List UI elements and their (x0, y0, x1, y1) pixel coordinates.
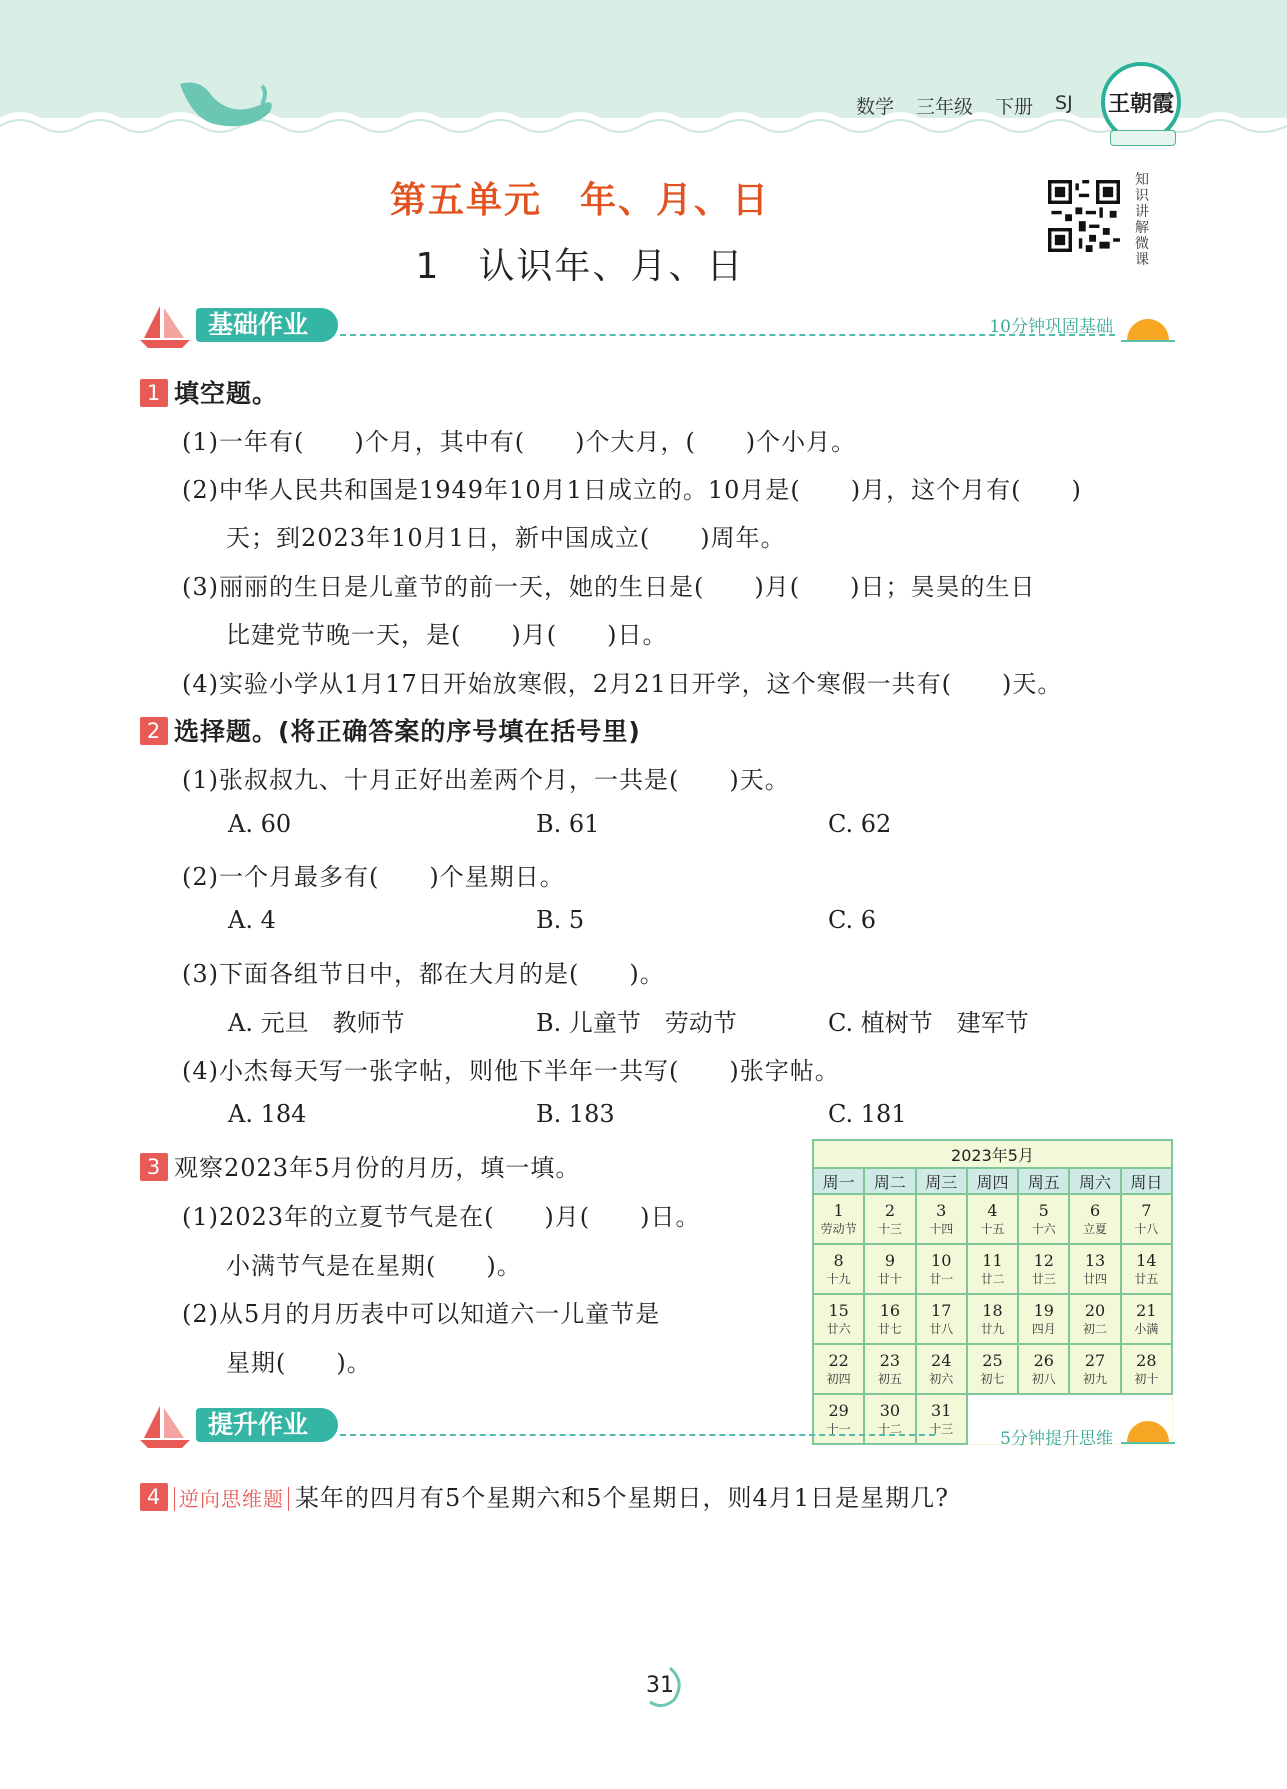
calendar-day-cell (967, 1244, 1018, 1294)
calendar-day-cell (1069, 1194, 1120, 1244)
section-label-basic: 基础作业 (196, 308, 338, 342)
q2-stem-4: (4)小杰每天写一张字帖，则他下半年一共写( )张字帖。 (182, 1057, 840, 1085)
calendar-day-number: 11 (982, 1251, 1003, 1270)
calendar-day-number: 29 (828, 1401, 849, 1420)
calendar-lunar-label: 十三 (877, 1222, 902, 1236)
calendar-day-number: 27 (1084, 1351, 1106, 1370)
calendar-lunar-label: 十三 (929, 1422, 954, 1436)
qr-label: 知识讲解微课 (1135, 172, 1149, 268)
section-note-advanced: 5分钟提升思维 (1000, 1429, 1113, 1449)
calendar-lunar-label: 廿五 (1134, 1272, 1159, 1286)
question-3-heading (140, 1148, 580, 1183)
calendar-lunar-label: 立夏 (1083, 1222, 1108, 1236)
calendar-weekday: 周一 (813, 1168, 864, 1194)
subject-label: 数学 (856, 96, 895, 118)
calendar-day-number: 14 (1136, 1251, 1157, 1270)
question-title: 填空题。 (174, 379, 279, 408)
q2-2-option-b: B. 5 (536, 906, 585, 934)
calendar-lunar-label: 廿十 (877, 1272, 902, 1286)
q3-line-4: 星期( )。 (226, 1349, 372, 1377)
calendar-day-cell (813, 1244, 864, 1294)
calendar-day-cell (813, 1194, 864, 1244)
calendar-day-cell (864, 1294, 915, 1344)
may-2023-calendar (812, 1139, 1173, 1445)
q2-stem-3: (3)下面各组节日中，都在大月的是( )。 (182, 960, 665, 988)
calendar-day-cell (1018, 1244, 1069, 1294)
calendar-day-number: 15 (828, 1301, 849, 1320)
question-number: 3 (140, 1153, 168, 1181)
calendar-day-cell (916, 1344, 967, 1394)
calendar-day-number: 18 (982, 1301, 1003, 1320)
calendar-weekday: 周三 (916, 1168, 967, 1194)
calendar-day-cell (1121, 1344, 1172, 1394)
qr-code-icon[interactable] (1048, 180, 1120, 252)
calendar-weekday: 周六 (1069, 1168, 1120, 1194)
calendar-day-cell (967, 1194, 1018, 1244)
grade-label: 三年级 (916, 96, 974, 118)
calendar-weekday: 周日 (1121, 1168, 1172, 1194)
calendar-lunar-label: 十二 (877, 1422, 902, 1436)
q1-line-6: (4)实验小学从1月17日开始放寒假，2月21日开学，这个寒假一共有( )天。 (182, 670, 1063, 698)
calendar-lunar-label: 初九 (1083, 1372, 1108, 1386)
calendar-day-cell (916, 1244, 967, 1294)
calendar-day-number: 30 (879, 1401, 901, 1420)
header-meta (856, 92, 1073, 119)
q1-line-1: (1)一年有( )个月，其中有( )个大月，( )个小月。 (182, 428, 857, 456)
calendar-day-cell (1121, 1294, 1172, 1344)
q2-4-option-b: B. 183 (536, 1100, 615, 1128)
calendar-day-number: 20 (1084, 1301, 1106, 1320)
section-note-basic: 10分钟巩固基础 (989, 317, 1113, 337)
calendar-day-cell (1121, 1194, 1172, 1244)
unit-title: 第五单元 年、月、日 (389, 180, 770, 221)
lesson-title: 1 认识年、月、日 (415, 246, 745, 287)
calendar-lunar-label: 廿七 (877, 1322, 902, 1336)
calendar-lunar-label: 十九 (826, 1272, 851, 1286)
calendar-day-number: 28 (1136, 1351, 1157, 1370)
calendar-day-number: 5 (1038, 1201, 1049, 1220)
calendar-week-row (813, 1294, 1172, 1344)
calendar-week-row (813, 1194, 1172, 1244)
calendar-day-number: 6 (1089, 1201, 1101, 1220)
dashed-divider (340, 1434, 935, 1436)
calendar-day-number: 19 (1033, 1301, 1054, 1320)
calendar-lunar-label: 廿九 (980, 1322, 1005, 1336)
calendar-day-number: 9 (884, 1251, 896, 1270)
q2-2-option-a: A. 4 (228, 906, 276, 934)
calendar-lunar-label: 四月 (1031, 1322, 1056, 1336)
calendar-lunar-label: 初五 (877, 1372, 902, 1386)
calendar-day-number: 31 (931, 1401, 952, 1420)
calendar-lunar-label: 初四 (826, 1372, 851, 1386)
calendar-day-number: 4 (987, 1201, 998, 1220)
brand-logo: 王朝霞 (1101, 62, 1181, 142)
calendar-day-number: 17 (931, 1301, 952, 1320)
calendar-week-row (813, 1244, 1172, 1294)
calendar-weekday: 周二 (864, 1168, 915, 1194)
calendar-weekday-row (813, 1168, 1172, 1194)
calendar-day-cell (1069, 1244, 1120, 1294)
section-basic (140, 304, 1175, 350)
sailboat-icon (140, 304, 190, 350)
calendar-lunar-label: 初八 (1031, 1372, 1056, 1386)
question-title: 选择题。(将正确答案的序号填在括号里) (174, 717, 641, 746)
calendar-day-cell (1069, 1344, 1120, 1394)
calendar-day-cell (813, 1344, 864, 1394)
calendar-day-cell (1018, 1194, 1069, 1244)
calendar-lunar-label: 廿三 (1031, 1272, 1056, 1286)
q2-stem-1: (1)张叔叔九、十月正好出差两个月，一共是( )天。 (182, 766, 790, 794)
calendar-day-cell (1018, 1344, 1069, 1394)
question-number: 4 (140, 1483, 168, 1511)
term-label: 下册 (995, 96, 1034, 118)
sunset-icon (1121, 312, 1175, 344)
calendar-day-cell (1018, 1294, 1069, 1344)
calendar-day-number: 8 (833, 1251, 844, 1270)
calendar-day-number: 21 (1136, 1301, 1157, 1320)
calendar-day-number: 3 (936, 1201, 947, 1220)
calendar-day-number: 1 (833, 1201, 844, 1220)
question-tag: 逆向思维题 (174, 1487, 289, 1511)
section-advanced (140, 1404, 1175, 1450)
header-wave-band (0, 0, 1287, 150)
question-2-heading (140, 712, 641, 748)
q2-3-option-c: C. 植树节 建军节 (828, 1009, 1029, 1037)
calendar-day-number: 24 (931, 1351, 952, 1370)
calendar-day-cell (813, 1294, 864, 1344)
q2-3-option-b: B. 儿童节 劳动节 (536, 1009, 737, 1037)
question-number: 1 (140, 379, 168, 407)
calendar-day-cell (864, 1244, 915, 1294)
calendar-day-number: 22 (828, 1351, 849, 1370)
calendar-weekday: 周五 (1018, 1168, 1069, 1194)
calendar-day-cell (967, 1294, 1018, 1344)
calendar-day-number: 25 (982, 1351, 1003, 1370)
q2-1-option-b: B. 61 (536, 810, 600, 838)
calendar-day-number: 13 (1084, 1251, 1106, 1270)
calendar-day-number: 23 (879, 1351, 901, 1370)
q2-1-option-a: A. 60 (228, 810, 292, 838)
section-label-advanced: 提升作业 (196, 1408, 338, 1442)
calendar-lunar-label: 廿八 (929, 1322, 954, 1336)
sunset-icon (1121, 1414, 1175, 1446)
calendar-day-cell (916, 1294, 967, 1344)
q1-line-4: (3)丽丽的生日是儿童节的前一天，她的生日是( )月( )日；昊昊的生日 (182, 573, 1036, 601)
calendar-lunar-label: 劳动节 (820, 1222, 857, 1236)
question-1-heading (140, 374, 278, 410)
sailboat-icon (140, 1404, 190, 1450)
q3-line-2: 小满节气是在星期( )。 (226, 1252, 522, 1280)
calendar-lunar-label: 廿四 (1083, 1272, 1108, 1286)
calendar-day-number: 10 (931, 1251, 952, 1270)
calendar-lunar-label: 十一 (826, 1422, 851, 1436)
calendar-lunar-label: 廿六 (826, 1322, 851, 1336)
logo-ribbon (1110, 130, 1176, 146)
calendar-day-number: 26 (1033, 1351, 1054, 1370)
q3-line-1: (1)2023年的立夏节气是在( )月( )日。 (182, 1203, 701, 1231)
q3-line-3: (2)从5月的月历表中可以知道六一儿童节是 (182, 1300, 661, 1328)
calendar-day-cell (1069, 1294, 1120, 1344)
question-text: 某年的四月有5个星期六和5个星期日，则4月1日是星期几? (295, 1484, 949, 1512)
calendar-weekday: 周四 (967, 1168, 1018, 1194)
question-title: 观察2023年5月份的月历，填一填。 (174, 1154, 581, 1182)
page-number: 31 (646, 1673, 674, 1698)
calendar-lunar-label: 初十 (1134, 1372, 1159, 1386)
calendar-day-cell (916, 1194, 967, 1244)
question-number: 2 (140, 717, 168, 745)
calendar-day-number: 16 (879, 1301, 901, 1320)
calendar-day-cell (1121, 1244, 1172, 1294)
calendar-lunar-label: 初七 (980, 1372, 1005, 1386)
calendar-lunar-label: 十八 (1134, 1222, 1159, 1236)
q2-4-option-c: C. 181 (828, 1100, 907, 1128)
calendar-day-number: 7 (1141, 1201, 1152, 1220)
calendar-day-cell (967, 1344, 1018, 1394)
q2-2-option-c: C. 6 (828, 906, 877, 934)
calendar-lunar-label: 十五 (980, 1222, 1005, 1236)
calendar-lunar-label: 小满 (1134, 1322, 1159, 1336)
q2-3-option-a: A. 元旦 教师节 (228, 1009, 405, 1037)
q2-stem-2: (2)一个月最多有( )个星期日。 (182, 863, 565, 891)
calendar-day-cell (864, 1344, 915, 1394)
calendar-lunar-label: 初二 (1083, 1322, 1108, 1336)
calendar-week-row (813, 1344, 1172, 1394)
q1-line-5: 比建党节晚一天，是( )月( )日。 (226, 621, 668, 649)
q2-1-option-c: C. 62 (828, 810, 892, 838)
calendar-lunar-label: 初六 (929, 1372, 954, 1386)
edition-label: SJ (1055, 92, 1073, 114)
calendar-lunar-label: 十四 (929, 1222, 954, 1236)
calendar-day-number: 2 (884, 1201, 896, 1220)
calendar-day-number: 12 (1033, 1251, 1054, 1270)
q1-line-3: 天；到2023年10月1日，新中国成立( )周年。 (226, 524, 786, 552)
calendar-title: 2023年5月 (813, 1140, 1172, 1168)
calendar-day-cell (864, 1194, 915, 1244)
question-4-heading (140, 1478, 949, 1513)
q1-line-2: (2)中华人民共和国是1949年10月1日成立的。10月是( )月，这个月有( ) (182, 476, 1082, 504)
q2-4-option-a: A. 184 (228, 1100, 307, 1128)
calendar-lunar-label: 十六 (1031, 1222, 1056, 1236)
calendar-lunar-label: 廿一 (929, 1272, 954, 1286)
calendar-lunar-label: 廿二 (980, 1272, 1005, 1286)
